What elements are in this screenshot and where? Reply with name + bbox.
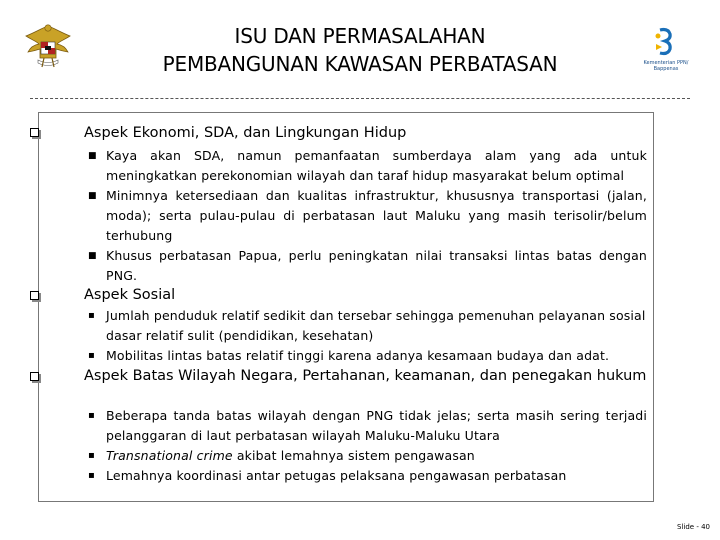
dot-bullet-icon: ▪	[88, 470, 95, 481]
list-item: Minimnya ketersediaan dan kualitas infrastruktur, khususnya transportasi (jalan, moda); serta pulau-pulau di perbatasan laut Maluku yang masih terisolir/belum terhubung	[106, 188, 647, 243]
list-item: Beberapa tanda batas wilayah dengan PNG tidak jelas; serta masih sering terjadi pelanggaran di laut perbatasan wilayah Maluku-Maluku Utara	[106, 408, 647, 443]
garuda-emblem	[22, 22, 74, 72]
slide-number: Slide - 40	[677, 523, 710, 531]
section-heading-batas-wilayah: Aspek Batas Wilayah Negara, Pertahanan, keamanan, dan penegakan hukum	[84, 368, 647, 384]
square-bullet-icon: ■	[88, 151, 97, 161]
dot-bullet-icon: ▪	[88, 310, 95, 321]
square-bullet-icon: ■	[88, 191, 97, 201]
list-item: Lemahnya koordinasi antar petugas pelaksana pengawasan perbatasan	[106, 468, 567, 483]
section-heading-sosial: Aspek Sosial	[84, 287, 176, 303]
dot-bullet-icon: ▪	[88, 350, 95, 361]
bappenas-logo-icon	[636, 26, 696, 58]
dot-bullet-icon: ▪	[88, 410, 95, 421]
list-item: Transnational crime akibat lemahnya sistem pengawasan	[106, 448, 475, 463]
title-line-1: ISU DAN PERMASALAHAN	[234, 24, 486, 48]
square-bullet-icon: ■	[88, 251, 97, 261]
list-item: Kaya akan SDA, namun pemanfaatan sumberdaya alam yang ada untuk meningkatkan perekonomian wilayah dan taraf hidup masyarakat belum optimal	[106, 148, 647, 183]
ministry-name-line-1: Kementerian PPN/	[643, 60, 689, 66]
page-title	[110, 22, 610, 78]
checkbox-bullet-icon	[30, 291, 39, 300]
dot-bullet-icon: ▪	[88, 450, 95, 461]
header-divider	[30, 98, 690, 99]
list-item: Mobilitas lintas batas relatif tinggi karena adanya kesamaan budaya dan adat.	[106, 348, 610, 363]
transnational-crime-term: Transnational crime	[106, 448, 233, 463]
list-item: Khusus perbatasan Papua, perlu peningkatan nilai transaksi lintas batas dengan PNG.	[106, 248, 647, 283]
checkbox-bullet-icon	[30, 372, 39, 381]
list-item: Jumlah penduduk relatif sedikit dan tersebar sehingga pemenuhan pelayanan sosial dasar relatif sulit (pendidikan, kesehatan)	[106, 308, 646, 343]
checkbox-bullet-icon	[30, 128, 39, 137]
title-line-2: PEMBANGUNAN KAWASAN PERBATASAN	[162, 52, 558, 76]
section-heading-ekonomi: Aspek Ekonomi, SDA, dan Lingkungan Hidup	[84, 125, 407, 141]
ministry-name-line-2: Bappenas	[653, 66, 679, 72]
ministry-logo	[636, 26, 696, 78]
